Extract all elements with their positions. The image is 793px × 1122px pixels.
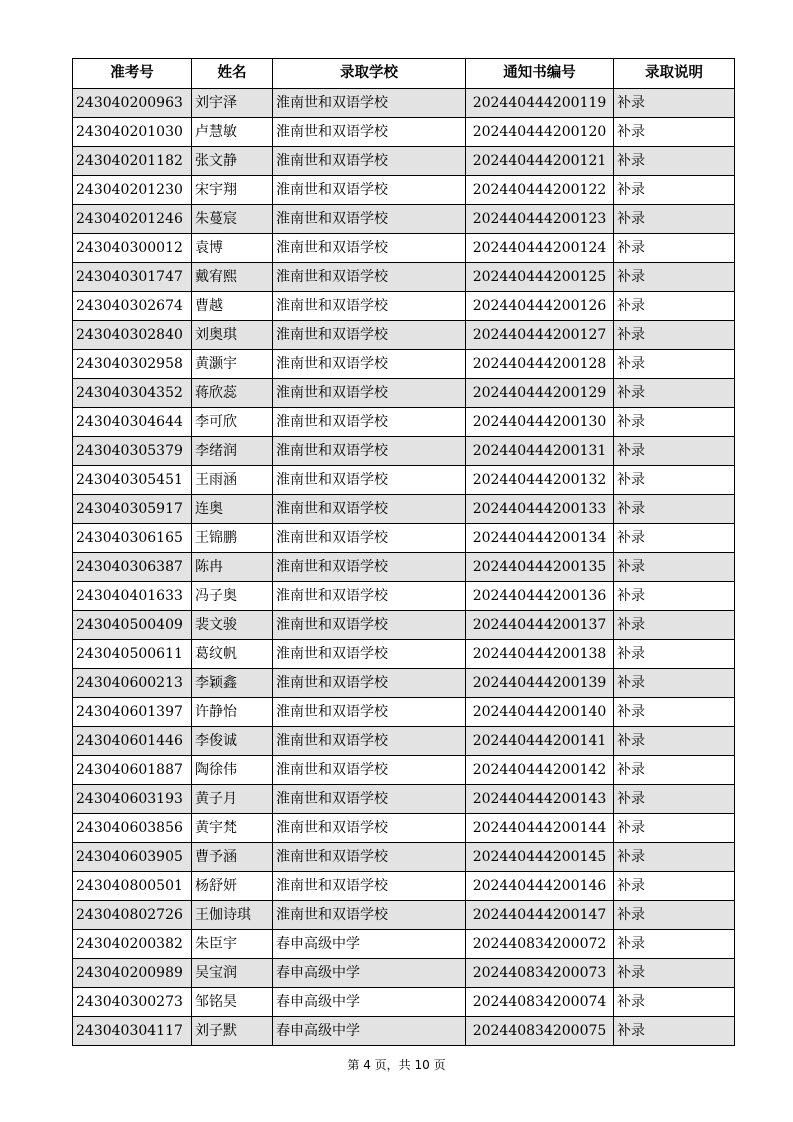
cell-student-name: 曹予涵 [192, 843, 273, 872]
cell-notice-number: 202440444200141 [466, 727, 614, 756]
cell-admission-note: 补录 [614, 350, 735, 379]
cell-student-name: 刘子默 [192, 1017, 273, 1046]
header-admitted-school: 录取学校 [273, 59, 466, 89]
table-row [73, 727, 735, 756]
cell-admission-note: 补录 [614, 756, 735, 785]
cell-admitted-school: 淮南世和双语学校 [273, 176, 466, 205]
cell-admitted-school: 淮南世和双语学校 [273, 785, 466, 814]
cell-student-name: 杨舒妍 [192, 872, 273, 901]
cell-admitted-school: 淮南世和双语学校 [273, 379, 466, 408]
cell-exam-number: 243040603905 [73, 843, 192, 872]
cell-admitted-school: 淮南世和双语学校 [273, 466, 466, 495]
cell-notice-number: 202440444200139 [466, 669, 614, 698]
cell-admitted-school: 淮南世和双语学校 [273, 901, 466, 930]
cell-admitted-school: 淮南世和双语学校 [273, 553, 466, 582]
table-row [73, 814, 735, 843]
cell-admission-note: 补录 [614, 872, 735, 901]
cell-exam-number: 243040200382 [73, 930, 192, 959]
table-row [73, 350, 735, 379]
table-row [73, 437, 735, 466]
cell-exam-number: 243040302958 [73, 350, 192, 379]
cell-admission-note: 补录 [614, 669, 735, 698]
cell-notice-number: 202440444200130 [466, 408, 614, 437]
cell-exam-number: 243040600213 [73, 669, 192, 698]
table-row [73, 785, 735, 814]
cell-admitted-school: 淮南世和双语学校 [273, 814, 466, 843]
cell-exam-number: 243040802726 [73, 901, 192, 930]
cell-admitted-school: 淮南世和双语学校 [273, 205, 466, 234]
cell-exam-number: 243040304117 [73, 1017, 192, 1046]
cell-student-name: 黄子月 [192, 785, 273, 814]
cell-admitted-school: 淮南世和双语学校 [273, 640, 466, 669]
cell-admission-note: 补录 [614, 1017, 735, 1046]
cell-student-name: 裴文骏 [192, 611, 273, 640]
cell-exam-number: 243040601446 [73, 727, 192, 756]
cell-admitted-school: 淮南世和双语学校 [273, 350, 466, 379]
cell-admitted-school: 淮南世和双语学校 [273, 756, 466, 785]
table-row [73, 553, 735, 582]
cell-student-name: 曹越 [192, 292, 273, 321]
cell-exam-number: 243040306165 [73, 524, 192, 553]
cell-student-name: 连奥 [192, 495, 273, 524]
cell-student-name: 陶徐伟 [192, 756, 273, 785]
cell-exam-number: 243040201246 [73, 205, 192, 234]
header-notice-number: 通知书编号 [466, 59, 614, 89]
cell-student-name: 王雨涵 [192, 466, 273, 495]
cell-notice-number: 202440444200128 [466, 350, 614, 379]
table-row [73, 872, 735, 901]
cell-admitted-school: 淮南世和双语学校 [273, 495, 466, 524]
cell-notice-number: 202440444200129 [466, 379, 614, 408]
cell-notice-number: 202440444200138 [466, 640, 614, 669]
cell-student-name: 张文静 [192, 147, 273, 176]
cell-exam-number: 243040800501 [73, 872, 192, 901]
cell-admitted-school: 春申高级中学 [273, 1017, 466, 1046]
table-row [73, 466, 735, 495]
cell-exam-number: 243040305379 [73, 437, 192, 466]
cell-student-name: 黄灏宇 [192, 350, 273, 379]
cell-notice-number: 202440444200145 [466, 843, 614, 872]
cell-notice-number: 202440834200074 [466, 988, 614, 1017]
cell-admission-note: 补录 [614, 205, 735, 234]
cell-notice-number: 202440444200126 [466, 292, 614, 321]
cell-exam-number: 243040601397 [73, 698, 192, 727]
cell-notice-number: 202440444200120 [466, 118, 614, 147]
cell-admission-note: 补录 [614, 959, 735, 988]
cell-student-name: 王锦鹏 [192, 524, 273, 553]
cell-notice-number: 202440444200142 [466, 756, 614, 785]
cell-exam-number: 243040304644 [73, 408, 192, 437]
cell-student-name: 许静怡 [192, 698, 273, 727]
cell-exam-number: 243040300012 [73, 234, 192, 263]
cell-student-name: 李颖鑫 [192, 669, 273, 698]
cell-notice-number: 202440834200073 [466, 959, 614, 988]
table-row [73, 234, 735, 263]
header-student-name: 姓名 [192, 59, 273, 89]
cell-student-name: 葛纹帆 [192, 640, 273, 669]
cell-exam-number: 243040401633 [73, 582, 192, 611]
cell-student-name: 袁博 [192, 234, 273, 263]
cell-admitted-school: 淮南世和双语学校 [273, 669, 466, 698]
table-row [73, 495, 735, 524]
cell-notice-number: 202440444200133 [466, 495, 614, 524]
cell-admission-note: 补录 [614, 379, 735, 408]
cell-notice-number: 202440444200146 [466, 872, 614, 901]
cell-admission-note: 补录 [614, 843, 735, 872]
cell-student-name: 邹铭昊 [192, 988, 273, 1017]
table-row [73, 843, 735, 872]
cell-admitted-school: 淮南世和双语学校 [273, 698, 466, 727]
cell-notice-number: 202440444200132 [466, 466, 614, 495]
table-row [73, 321, 735, 350]
cell-exam-number: 243040200963 [73, 89, 192, 118]
cell-exam-number: 243040306387 [73, 553, 192, 582]
table-row [73, 1017, 735, 1046]
table-row [73, 959, 735, 988]
cell-exam-number: 243040201030 [73, 118, 192, 147]
admission-roster-table [72, 58, 735, 1046]
cell-notice-number: 202440444200125 [466, 263, 614, 292]
table-row [73, 408, 735, 437]
cell-student-name: 李俊诚 [192, 727, 273, 756]
cell-exam-number: 243040302674 [73, 292, 192, 321]
cell-student-name: 蒋欣蕊 [192, 379, 273, 408]
table-row [73, 89, 735, 118]
cell-student-name: 李可欣 [192, 408, 273, 437]
cell-admitted-school: 淮南世和双语学校 [273, 408, 466, 437]
table-row [73, 176, 735, 205]
table-body [73, 89, 735, 1046]
cell-exam-number: 243040300273 [73, 988, 192, 1017]
table-row [73, 901, 735, 930]
cell-student-name: 陈冉 [192, 553, 273, 582]
cell-exam-number: 243040601887 [73, 756, 192, 785]
table-row [73, 611, 735, 640]
cell-admission-note: 补录 [614, 408, 735, 437]
cell-admitted-school: 淮南世和双语学校 [273, 292, 466, 321]
header-admission-note: 录取说明 [614, 59, 735, 89]
cell-admitted-school: 淮南世和双语学校 [273, 437, 466, 466]
table-row [73, 698, 735, 727]
cell-exam-number: 243040304352 [73, 379, 192, 408]
cell-admitted-school: 淮南世和双语学校 [273, 89, 466, 118]
cell-notice-number: 202440444200136 [466, 582, 614, 611]
cell-notice-number: 202440834200072 [466, 930, 614, 959]
cell-admission-note: 补录 [614, 147, 735, 176]
table-row [73, 669, 735, 698]
table-header [73, 59, 735, 89]
cell-student-name: 戴宥熙 [192, 263, 273, 292]
cell-notice-number: 202440444200119 [466, 89, 614, 118]
cell-exam-number: 243040305917 [73, 495, 192, 524]
cell-student-name: 卢慧敏 [192, 118, 273, 147]
cell-admission-note: 补录 [614, 89, 735, 118]
cell-notice-number: 202440444200124 [466, 234, 614, 263]
cell-admission-note: 补录 [614, 727, 735, 756]
cell-admission-note: 补录 [614, 698, 735, 727]
table-row [73, 988, 735, 1017]
cell-admitted-school: 春申高级中学 [273, 959, 466, 988]
cell-student-name: 刘宇泽 [192, 89, 273, 118]
cell-admission-note: 补录 [614, 611, 735, 640]
table-row [73, 292, 735, 321]
cell-student-name: 朱臣宇 [192, 930, 273, 959]
cell-notice-number: 202440444200131 [466, 437, 614, 466]
cell-notice-number: 202440444200127 [466, 321, 614, 350]
cell-admission-note: 补录 [614, 640, 735, 669]
cell-admission-note: 补录 [614, 118, 735, 147]
cell-admission-note: 补录 [614, 321, 735, 350]
cell-notice-number: 202440444200137 [466, 611, 614, 640]
cell-admission-note: 补录 [614, 988, 735, 1017]
table-row [73, 118, 735, 147]
cell-exam-number: 243040500611 [73, 640, 192, 669]
cell-exam-number: 243040301747 [73, 263, 192, 292]
cell-admitted-school: 淮南世和双语学校 [273, 611, 466, 640]
cell-student-name: 冯子奥 [192, 582, 273, 611]
cell-admission-note: 补录 [614, 582, 735, 611]
cell-exam-number: 243040603856 [73, 814, 192, 843]
table-row [73, 205, 735, 234]
cell-admission-note: 补录 [614, 785, 735, 814]
table-row [73, 582, 735, 611]
cell-notice-number: 202440444200135 [466, 553, 614, 582]
cell-admitted-school: 淮南世和双语学校 [273, 234, 466, 263]
cell-admitted-school: 淮南世和双语学校 [273, 147, 466, 176]
cell-notice-number: 202440444200121 [466, 147, 614, 176]
cell-admission-note: 补录 [614, 263, 735, 292]
cell-exam-number: 243040201230 [73, 176, 192, 205]
cell-admitted-school: 春申高级中学 [273, 988, 466, 1017]
cell-admitted-school: 淮南世和双语学校 [273, 872, 466, 901]
table-row [73, 640, 735, 669]
cell-student-name: 宋宇翔 [192, 176, 273, 205]
table-row [73, 930, 735, 959]
cell-student-name: 朱蔓宸 [192, 205, 273, 234]
cell-student-name: 李绪润 [192, 437, 273, 466]
header-exam-number: 准考号 [73, 59, 192, 89]
cell-admitted-school: 淮南世和双语学校 [273, 263, 466, 292]
table-row [73, 379, 735, 408]
cell-admitted-school: 春申高级中学 [273, 930, 466, 959]
cell-admission-note: 补录 [614, 524, 735, 553]
cell-admission-note: 补录 [614, 901, 735, 930]
cell-admission-note: 补录 [614, 176, 735, 205]
cell-exam-number: 243040200989 [73, 959, 192, 988]
cell-notice-number: 202440444200123 [466, 205, 614, 234]
cell-admission-note: 补录 [614, 466, 735, 495]
cell-admitted-school: 淮南世和双语学校 [273, 843, 466, 872]
table-row [73, 756, 735, 785]
cell-admitted-school: 淮南世和双语学校 [273, 727, 466, 756]
cell-notice-number: 202440444200143 [466, 785, 614, 814]
table-row [73, 147, 735, 176]
cell-exam-number: 243040201182 [73, 147, 192, 176]
cell-notice-number: 202440444200144 [466, 814, 614, 843]
cell-notice-number: 202440444200122 [466, 176, 614, 205]
cell-exam-number: 243040305451 [73, 466, 192, 495]
cell-admission-note: 补录 [614, 814, 735, 843]
cell-student-name: 黄宇梵 [192, 814, 273, 843]
page-footer: 第 4 页，共 10 页 [347, 1058, 446, 1072]
cell-notice-number: 202440444200140 [466, 698, 614, 727]
cell-admitted-school: 淮南世和双语学校 [273, 321, 466, 350]
table-row [73, 524, 735, 553]
cell-admission-note: 补录 [614, 292, 735, 321]
cell-exam-number: 243040603193 [73, 785, 192, 814]
cell-admitted-school: 淮南世和双语学校 [273, 118, 466, 147]
cell-exam-number: 243040302840 [73, 321, 192, 350]
cell-admitted-school: 淮南世和双语学校 [273, 582, 466, 611]
cell-admission-note: 补录 [614, 234, 735, 263]
cell-student-name: 刘奥琪 [192, 321, 273, 350]
cell-exam-number: 243040500409 [73, 611, 192, 640]
cell-admission-note: 补录 [614, 495, 735, 524]
cell-student-name: 王伽诗琪 [192, 901, 273, 930]
cell-notice-number: 202440444200134 [466, 524, 614, 553]
cell-admission-note: 补录 [614, 930, 735, 959]
cell-student-name: 吴宝润 [192, 959, 273, 988]
table-row [73, 263, 735, 292]
cell-notice-number: 202440444200147 [466, 901, 614, 930]
cell-admission-note: 补录 [614, 553, 735, 582]
cell-admitted-school: 淮南世和双语学校 [273, 524, 466, 553]
header-row [73, 59, 735, 89]
cell-notice-number: 202440834200075 [466, 1017, 614, 1046]
cell-admission-note: 补录 [614, 437, 735, 466]
